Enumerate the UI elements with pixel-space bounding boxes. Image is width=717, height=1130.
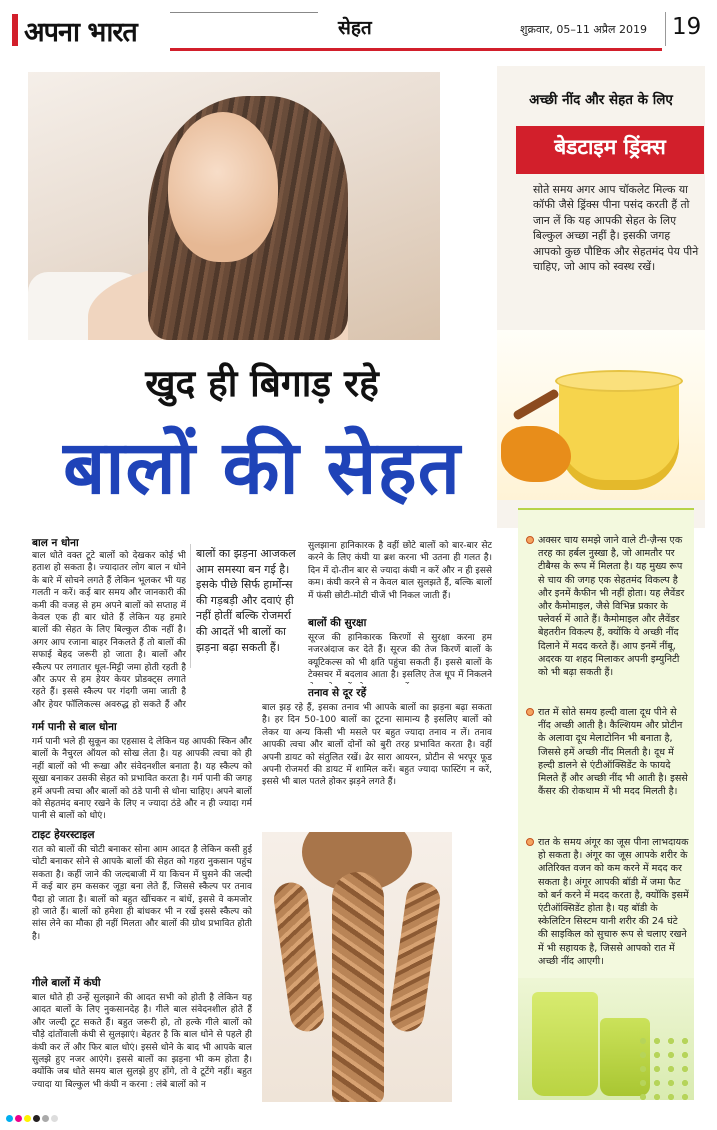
- woman-hair-photo: [28, 72, 440, 340]
- pull-quote-rule: [190, 544, 191, 668]
- section-text: सूरज की हानिकारक किरणों से सुरक्षा करना हम नजरअंदाज कर देते हैं। सूरज की तेज किरणें बालों के क्यूटिकल्स को भी क्षति पहुंचा सकती हैं। इससे बालों के टेक्सचर में बदलाव आता है। इसलिए तेज धूप में निकलने: [308, 633, 492, 681]
- section-heading: गीले बालों में कंघी: [32, 977, 101, 989]
- sidebar-kicker: अच्छी नींद और सेहत के लिए: [529, 92, 673, 108]
- photo-cup-rim: [555, 370, 683, 392]
- headline-line-2: बालों की सेहत: [63, 425, 461, 511]
- tip-text: अक्सर चाय समझे जाने वाले टी-ज़ैन्स एक तरह का हर्बल नुस्खा है, जो आमतौर पर टीबैग्स के रूप में मिलता है। यह मुख्य रूप से चाय की जगह एक सेहतमंद विकल्प है और इनमें कैफीन भी नहीं होता। यह लैवेंडर और कैमोमाइल, जैसे विभिन्न प्रकार के फ्लेवर्स में आते हैं। कैमोमाइल और लैवेंडर बेहतरीन विकल्प हैं, क्योंकि ये अच्छी नींद दिलाने में मदद करते हैं। आप इनमें नींबू, अदरक या शहद मिलाकर अपनी इम्युनिटी को भी बढ़ा सकती हैं।: [538, 535, 685, 679]
- section-text: सुलझाना हानिकारक है वहीं छोटे बालों को बार-बार सेट करने के लिए कंघी या ब्रश करना भी उतना ही गलत है। दिन में दो-तीन बार से ज्यादा कंघी न करें और न ही इससे कम। कंघी करने से न केवल बाल सुलझते हैं, बल्कि बालों में फंसी छोटी-मोटी चीजें भी निकल जाती हैं।: [308, 541, 492, 601]
- section-text: बाल धोते वक्त टूटे बालों को देखकर कोई भी हताश हो सकता है। ज्यादातर लोग बाल न धोने के बारे में सोचने लगते हैं लेकिन भूलकर भी यह गलती न करें। कई बार समय और जानकारी की कमी की वजह से हम अपने बालों को सप्ताह में केवल एक ही बार धोते हैं लेकिन यह हमारे बालों की सेहत के लिए बिल्कुल ठीक नहीं है। अगर आप रजाना बाहर निकलते हैं तो बालों की सफाई बेहद जरूरी हो जाता है। बालों और स्कैल्प पर लगातार धूल-मिट्टी जमा होती रहती है और ऊपर से हम हेयर केयर प्रोडक्ट्स लगाते रहते हैं। इससे स्कैल्प पर गंदगी जमा जाती है और हेयर फॉलिकल्स अवरुद्ध हो सकते हैं और: [32, 551, 186, 710]
- header-rule: [170, 48, 662, 51]
- print-mark-dot: [6, 1115, 13, 1122]
- tip-text: रात के समय अंगूर का जूस पीना लाभदायक हो सकता है। अंगूर का जूस आपके शरीर के अतिरिक्त वजन को कम करने में मदद कर सकता है। अंगूर आपकी बॉडी में जमा फैट को बर्न करने में मदद करता है, क्योंकि इसमें एंटीऑक्सिडेंट होता है। यह बॉडी के स्केलिटिन सिस्टम यानी शरीर की 24 घंटे की साइकिल को सुचारु रूप से चलाए रखने में भी सहायक है, जिससे आपको रात में अच्छी नींद आएगी।: [538, 837, 689, 967]
- section-heading: बालों की सुरक्षा: [308, 617, 367, 629]
- sidebar-title: बेडटाइम ड्रिंक्स: [554, 135, 666, 159]
- headline-line-1: खुद ही बिगाड़ रहे: [145, 362, 379, 405]
- tip-item: [526, 534, 690, 679]
- photo-cup: [559, 378, 679, 490]
- bullet-icon: [526, 838, 534, 846]
- section-text: बाल धोते ही उन्हें सुलझाने की आदत सभी को होती है लेकिन यह आदत बालों के लिए नुकसानदेह है। गीले बाल संवेदनशील होते हैं और जल्दी टूट सकते हैं। बहुत जरूरी हो, तो हल्के गीले बालों को चौड़े दांतोंवाली कंघी से सुलझाएं। बेहतर है कि बाल धोने से पहले ही कंघी कर लें और फिर बाल धोएं। इससे धोने के बाद भी आपके बाल सुलझे हुए नजर आएंगे। इससे बालों का झड़ना भी कम होता है। क्योंकि जब धोते समय बाल सुलझे हुए होंगे, तो वे टूटेंगे नहीं। बहुत ज्यादा या बिल्कुल भी कंघी न करना : लंबे बालों को न: [32, 993, 252, 1090]
- photo-braid-left: [272, 880, 327, 1033]
- photo-face: [168, 112, 278, 262]
- turmeric-milk-photo: [497, 330, 705, 500]
- print-color-marks: [6, 1107, 60, 1117]
- section-text: बाल झड़ रहे हैं, इसका तनाव भी आपके बालों का झड़ना बढ़ा सकता है। हर दिन 50-100 बालों का टूटना सामान्य है इसलिए बालों को लेकर या अन्य किसी भी मसले पर बहुत ज्यादा तनाव न लें। तनाव आपकी त्वचा और बालों दोनों को बुरी तरह प्रभावित करता है। वहीं अपनी डायट को संतुलित रखें। ढेर सारा आयरन, प्रोटीन से भरपूर फूड अपनी रोजमर्रा की डायट में शामिल करें। बहुत ज्यादा फास्टिंग न करें, इससे भी बाल पतले होकर झड़ने लगते हैं।: [262, 703, 492, 788]
- bullet-icon: [526, 536, 534, 544]
- section-heading: गर्म पानी से बाल धोना: [32, 721, 117, 733]
- photo-cinnamon: [512, 388, 560, 421]
- tip-item: [526, 836, 690, 968]
- page-header: [0, 0, 717, 62]
- photo-braid-right: [388, 880, 443, 1033]
- braided-hair-photo: [262, 832, 452, 1102]
- tip-text: रात में सोते समय हल्दी वाला दूध पीने से नींद अच्छी आती है। कैल्शियम और प्रोटीन के अलावा दूध मेलाटोनिन भी बनाता है, जिससे हमें अच्छी नींद मिलती है। दूध में हल्दी डालने से एंटीऑक्सिडेंट के फायदे मिलते हैं और अच्छी नींद भी आती है। इससे कैंसर की रोकथाम में भी मदद मिलती है।: [538, 707, 688, 798]
- photo-glass: [532, 992, 598, 1096]
- header-rule-top: [170, 12, 318, 13]
- print-mark-dot: [51, 1115, 58, 1122]
- issue-date: शुक्रवार, 05–11 अप्रैल 2019: [520, 23, 647, 36]
- section-text: रात को बालों की चोटी बनाकर सोना आम आदत है लेकिन कसी हुई चोटी बनाकर सोने से आपके बालों की सेहत को गहरा नुकसान पहुंच सकता है। कहीं जाने की जल्दबाजी में या किचन में घुसने की जल्दी में कई बार हम कसकर जूड़ा बना लेते हैं, जिससे स्कैल्प पर तनाव पैदा हो जाता है। बालों को बहुत खींचकर न बांधें, इससे वे कमजोर हो जाते हैं। बालों को हमेशा ही बांधकर भी न रखें इससे स्कैल्प को सांस लेने का मौका ही नहीं मिलता और बालों की ग्रोथ प्रभावित होती है।: [32, 845, 252, 942]
- section-text: गर्म पानी भले ही सुकून का एहसास दे लेकिन यह आपकी स्किन और बालों के नैचुरल ऑयल को सोख लेता है। यह आपकी त्वचा को ही नहीं बालों को भी रूखा और संवेदनशील बनाता है। यह स्कैल्प को सूखा बनाकर उसकी सेहत को प्रभावित करता है। गर्म पानी की जगह हमें अपनी त्वचा और बालों को ठंडे पानी से धोना चाहिए। अपने बालों को सेहतमंद बनाए रखने के लिए न ज्यादा ठंडे और न ही ज्यादा गर्म पानी से बालों को धोएं।: [32, 737, 252, 822]
- print-mark-dot: [42, 1115, 49, 1122]
- section-heading: तनाव से दूर रहें: [308, 687, 367, 699]
- newspaper-brand: अपना भारत: [24, 17, 137, 48]
- sidebar-intro: सोते समय अगर आप चॉकलेट मिल्क या कॉफी जैसे ड्रिंक्स पीना पसंद करती हैं तो जान लें कि यह आपकी सेहत के लिए बिल्कुल अच्छा नहीं है। इसकी जगह आपको कुछ पौष्टिक और सेहतमंद पेय पीने चाहिए, जो आप को स्वस्थ रखें।: [533, 183, 699, 274]
- section-heading: टाइट हेयरस्टाइल: [32, 829, 95, 841]
- grape-juice-photo: [518, 978, 694, 1100]
- photo-braid-main: [332, 872, 384, 1102]
- brand-accent-bar: [12, 14, 18, 46]
- bullet-icon: [526, 708, 534, 716]
- print-mark-dot: [15, 1115, 22, 1122]
- section-heading: बाल न धोना: [32, 537, 79, 549]
- section-name: सेहत: [338, 17, 372, 39]
- tip-item: [526, 706, 690, 798]
- header-separator: [665, 12, 666, 46]
- page-number: 19: [672, 14, 702, 40]
- pull-quote: बालों का झड़ना आजकल आम समस्या बन गई है। इसके पीछे सिर्फ हार्मोन्स की गड़बड़ी और दवाएं ही नहीं होतीं बल्कि रोजमर्रा की आदतें भी बालों का झड़ना बढ़ा सकती हैं।: [196, 547, 296, 654]
- print-mark-dot: [33, 1115, 40, 1122]
- photo-grapes: [636, 1034, 694, 1100]
- print-mark-dot: [24, 1115, 31, 1122]
